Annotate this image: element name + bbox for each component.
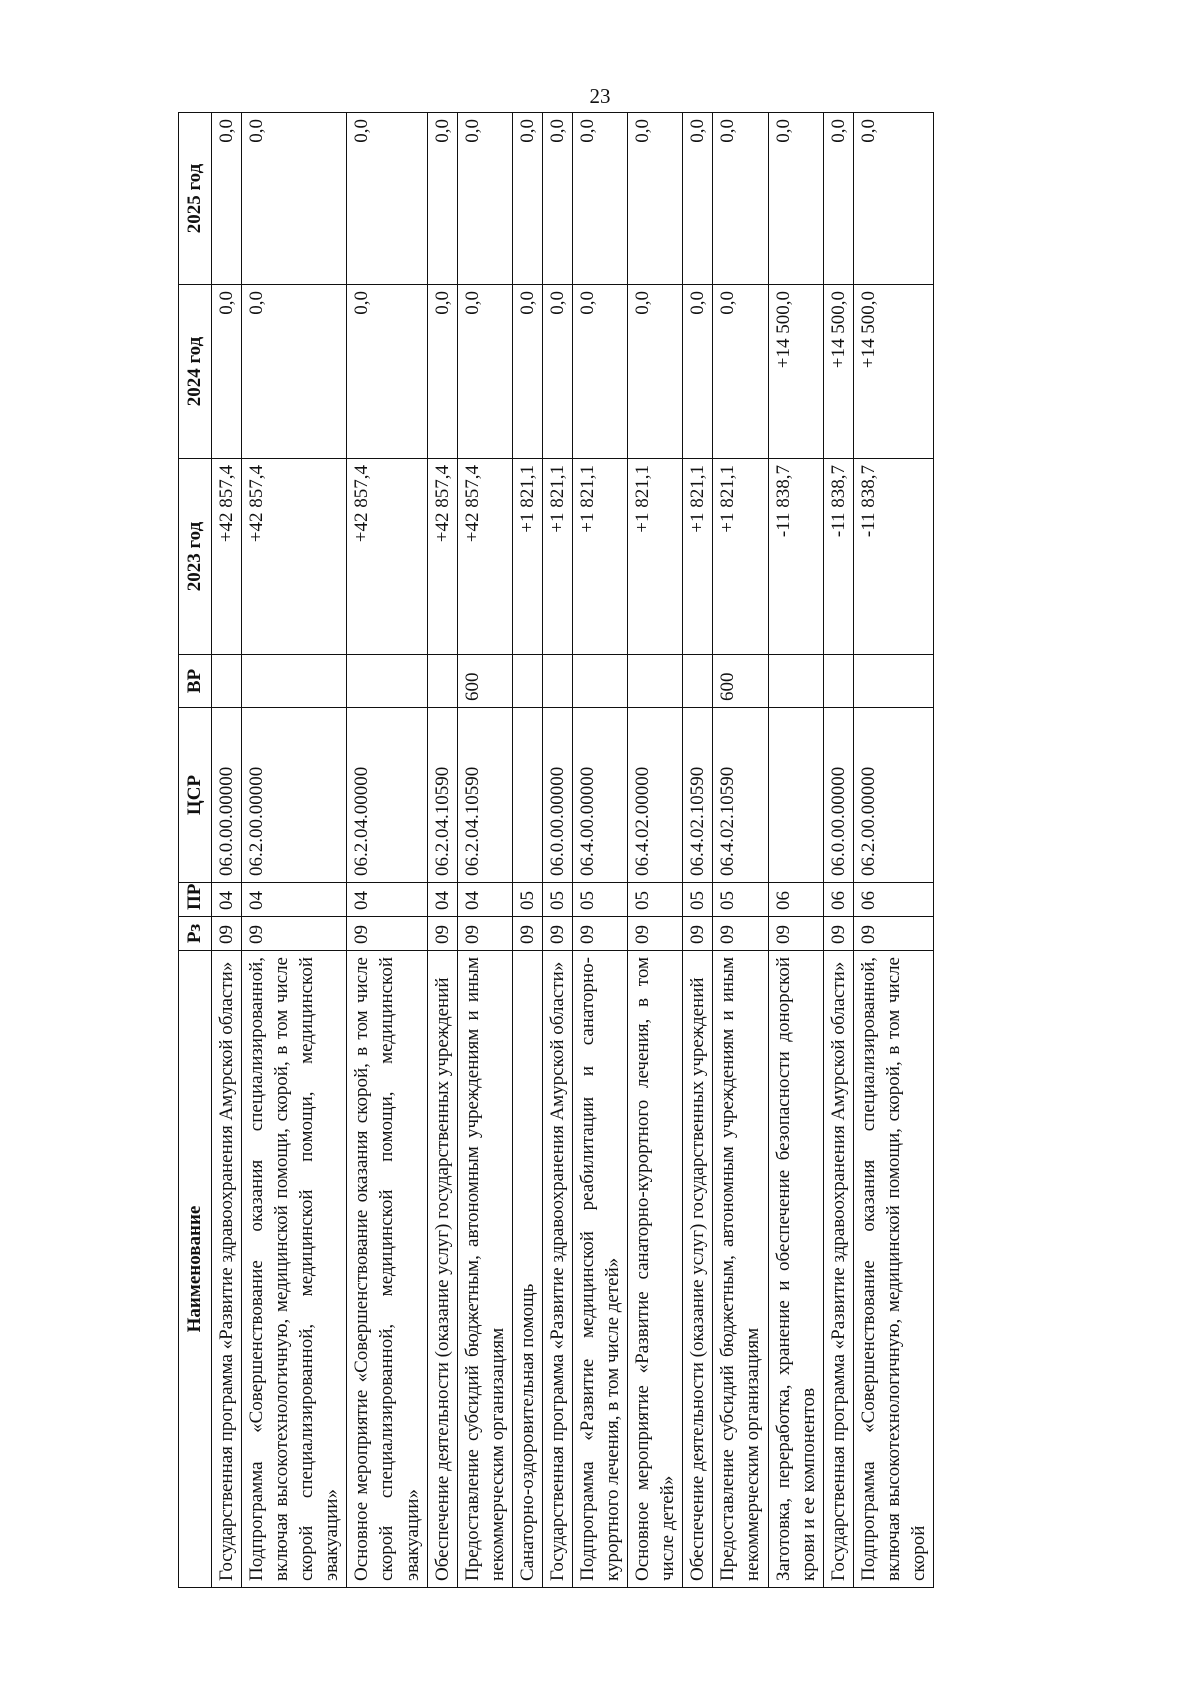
row-name: Обеспечение деятельности (оказание услуг) государственных учреждений <box>683 951 713 1588</box>
row-name: Подпрограмма «Развитие медицинской реабилитации и санаторно-курортного лечения, в том числе детей» <box>573 951 628 1588</box>
row-csr: 06.4.02.00000 <box>628 708 683 883</box>
row-csr: 06.2.00.00000 <box>853 708 933 883</box>
row-csr: 06.2.04.10590 <box>457 708 512 883</box>
row-2023: -11 838,7 <box>768 459 823 655</box>
page-number: 23 <box>589 84 611 108</box>
row-name: Государственная программа «Развитие здравоохранения Амурской области» <box>823 951 853 1588</box>
row-2025: 0,0 <box>768 113 823 285</box>
row-pr: 06 <box>853 883 933 917</box>
row-rz: 09 <box>347 917 427 951</box>
row-vr <box>347 655 427 708</box>
row-2023: +42 857,4 <box>212 459 242 655</box>
row-vr <box>512 655 542 708</box>
row-name: Основное мероприятие «Развитие санаторно-курортного лечения, в том числе детей» <box>628 951 683 1588</box>
row-csr: 06.0.00.00000 <box>823 708 853 883</box>
table-row <box>242 113 347 1588</box>
row-pr: 05 <box>683 883 713 917</box>
row-2023: -11 838,7 <box>853 459 933 655</box>
table-header-row <box>179 113 212 1588</box>
header-vr: ВР <box>179 655 212 708</box>
row-2023: +1 821,1 <box>573 459 628 655</box>
row-csr: 06.2.04.00000 <box>347 708 427 883</box>
table-body <box>212 113 934 1588</box>
row-2024: 0,0 <box>457 285 512 459</box>
row-2025: 0,0 <box>573 113 628 285</box>
row-pr: 06 <box>768 883 823 917</box>
row-vr <box>427 655 457 708</box>
row-2024: 0,0 <box>713 285 768 459</box>
row-2024: 0,0 <box>242 285 347 459</box>
row-name: Подпрограмма «Совершенствование оказания специализированной, включая высокотехнологичную, медицинской помощи, скорой, в том числе скорой специализированной, медицинской помощи, медицинской эвакуации» <box>242 951 347 1588</box>
row-csr: 06.2.04.10590 <box>427 708 457 883</box>
row-2024: 0,0 <box>427 285 457 459</box>
table-row <box>347 113 427 1588</box>
row-2025: 0,0 <box>212 113 242 285</box>
row-csr: 06.0.00.00000 <box>542 708 572 883</box>
row-2024: +14 500,0 <box>768 285 823 459</box>
row-name: Государственная программа «Развитие здравоохранения Амурской области» <box>542 951 572 1588</box>
row-pr: 05 <box>512 883 542 917</box>
row-vr <box>683 655 713 708</box>
row-2023: +1 821,1 <box>683 459 713 655</box>
row-2025: 0,0 <box>823 113 853 285</box>
row-2025: 0,0 <box>242 113 347 285</box>
row-rz: 09 <box>457 917 512 951</box>
row-pr: 04 <box>347 883 427 917</box>
row-name: Предоставление субсидий бюджетным, автономным учреждениям и иным некоммерческим организациям <box>713 951 768 1588</box>
row-vr <box>628 655 683 708</box>
row-pr: 04 <box>457 883 512 917</box>
row-2024: 0,0 <box>573 285 628 459</box>
row-csr: 06.4.00.00000 <box>573 708 628 883</box>
header-2024: 2024 год <box>179 285 212 459</box>
table-row <box>573 113 628 1588</box>
row-rz: 09 <box>713 917 768 951</box>
row-rz: 09 <box>427 917 457 951</box>
table-row <box>683 113 713 1588</box>
header-pr: ПР <box>179 883 212 917</box>
table-row <box>628 113 683 1588</box>
row-vr <box>823 655 853 708</box>
row-vr <box>542 655 572 708</box>
row-name: Государственная программа «Развитие здравоохранения Амурской области» <box>212 951 242 1588</box>
row-2023: +1 821,1 <box>628 459 683 655</box>
row-csr: 06.0.00.00000 <box>212 708 242 883</box>
row-2025: 0,0 <box>713 113 768 285</box>
row-rz: 09 <box>542 917 572 951</box>
row-2024: +14 500,0 <box>853 285 933 459</box>
row-2024: +14 500,0 <box>823 285 853 459</box>
budget-table <box>178 112 934 1588</box>
row-pr: 06 <box>823 883 853 917</box>
row-2025: 0,0 <box>427 113 457 285</box>
row-vr <box>768 655 823 708</box>
header-2023: 2023 год <box>179 459 212 655</box>
row-name: Подпрограмма «Совершенствование оказания специализированной, включая высокотехнологичную, медицинской помощи, скорой, в том числе скорой <box>853 951 933 1588</box>
budget-table-container <box>178 113 1098 1588</box>
row-name: Заготовка, переработка, хранение и обеспечение безопасности донорской крови и ее компонентов <box>768 951 823 1588</box>
row-rz: 09 <box>512 917 542 951</box>
row-name: Санаторно-оздоровительная помощь <box>512 951 542 1588</box>
row-rz: 09 <box>573 917 628 951</box>
header-rz: Рз <box>179 917 212 951</box>
row-rz: 09 <box>768 917 823 951</box>
table-row <box>427 113 457 1588</box>
row-pr: 04 <box>427 883 457 917</box>
row-name: Основное мероприятие «Совершенствование оказания скорой, в том числе скорой специализированной, медицинской помощи, медицинской эвакуации» <box>347 951 427 1588</box>
row-vr <box>212 655 242 708</box>
row-rz: 09 <box>242 917 347 951</box>
row-2024: 0,0 <box>212 285 242 459</box>
row-2024: 0,0 <box>512 285 542 459</box>
header-2025: 2025 год <box>179 113 212 285</box>
row-2025: 0,0 <box>683 113 713 285</box>
row-2025: 0,0 <box>512 113 542 285</box>
row-pr: 05 <box>573 883 628 917</box>
row-2023: -11 838,7 <box>823 459 853 655</box>
table-row <box>457 113 512 1588</box>
table-row <box>512 113 542 1588</box>
row-vr <box>853 655 933 708</box>
table-row <box>713 113 768 1588</box>
row-rz: 09 <box>212 917 242 951</box>
row-pr: 05 <box>628 883 683 917</box>
row-vr: 600 <box>713 655 768 708</box>
row-2023: +42 857,4 <box>347 459 427 655</box>
table-row <box>823 113 853 1588</box>
row-2023: +42 857,4 <box>242 459 347 655</box>
row-csr <box>512 708 542 883</box>
row-2025: 0,0 <box>628 113 683 285</box>
table-row <box>212 113 242 1588</box>
row-name: Обеспечение деятельности (оказание услуг) государственных учреждений <box>427 951 457 1588</box>
row-name: Предоставление субсидий бюджетным, автономным учреждениям и иным некоммерческим организациям <box>457 951 512 1588</box>
row-2023: +1 821,1 <box>542 459 572 655</box>
row-2025: 0,0 <box>542 113 572 285</box>
row-2024: 0,0 <box>683 285 713 459</box>
row-2023: +1 821,1 <box>713 459 768 655</box>
row-2023: +42 857,4 <box>457 459 512 655</box>
row-2024: 0,0 <box>347 285 427 459</box>
row-pr: 05 <box>542 883 572 917</box>
row-2025: 0,0 <box>347 113 427 285</box>
row-2024: 0,0 <box>542 285 572 459</box>
row-rz: 09 <box>823 917 853 951</box>
header-csr: ЦСР <box>179 708 212 883</box>
row-2025: 0,0 <box>853 113 933 285</box>
row-2023: +42 857,4 <box>427 459 457 655</box>
row-csr: 06.4.02.10590 <box>713 708 768 883</box>
table-row <box>853 113 933 1588</box>
row-csr: 06.4.02.10590 <box>683 708 713 883</box>
row-rz: 09 <box>628 917 683 951</box>
row-csr <box>768 708 823 883</box>
table-row <box>542 113 572 1588</box>
row-csr: 06.2.00.00000 <box>242 708 347 883</box>
row-pr: 04 <box>242 883 347 917</box>
row-vr <box>573 655 628 708</box>
row-rz: 09 <box>683 917 713 951</box>
row-vr <box>242 655 347 708</box>
row-2024: 0,0 <box>628 285 683 459</box>
row-2023: +1 821,1 <box>512 459 542 655</box>
header-name: Наименование <box>179 951 212 1588</box>
row-pr: 05 <box>713 883 768 917</box>
row-rz: 09 <box>853 917 933 951</box>
table-row <box>768 113 823 1588</box>
row-2025: 0,0 <box>457 113 512 285</box>
row-pr: 04 <box>212 883 242 917</box>
row-vr: 600 <box>457 655 512 708</box>
